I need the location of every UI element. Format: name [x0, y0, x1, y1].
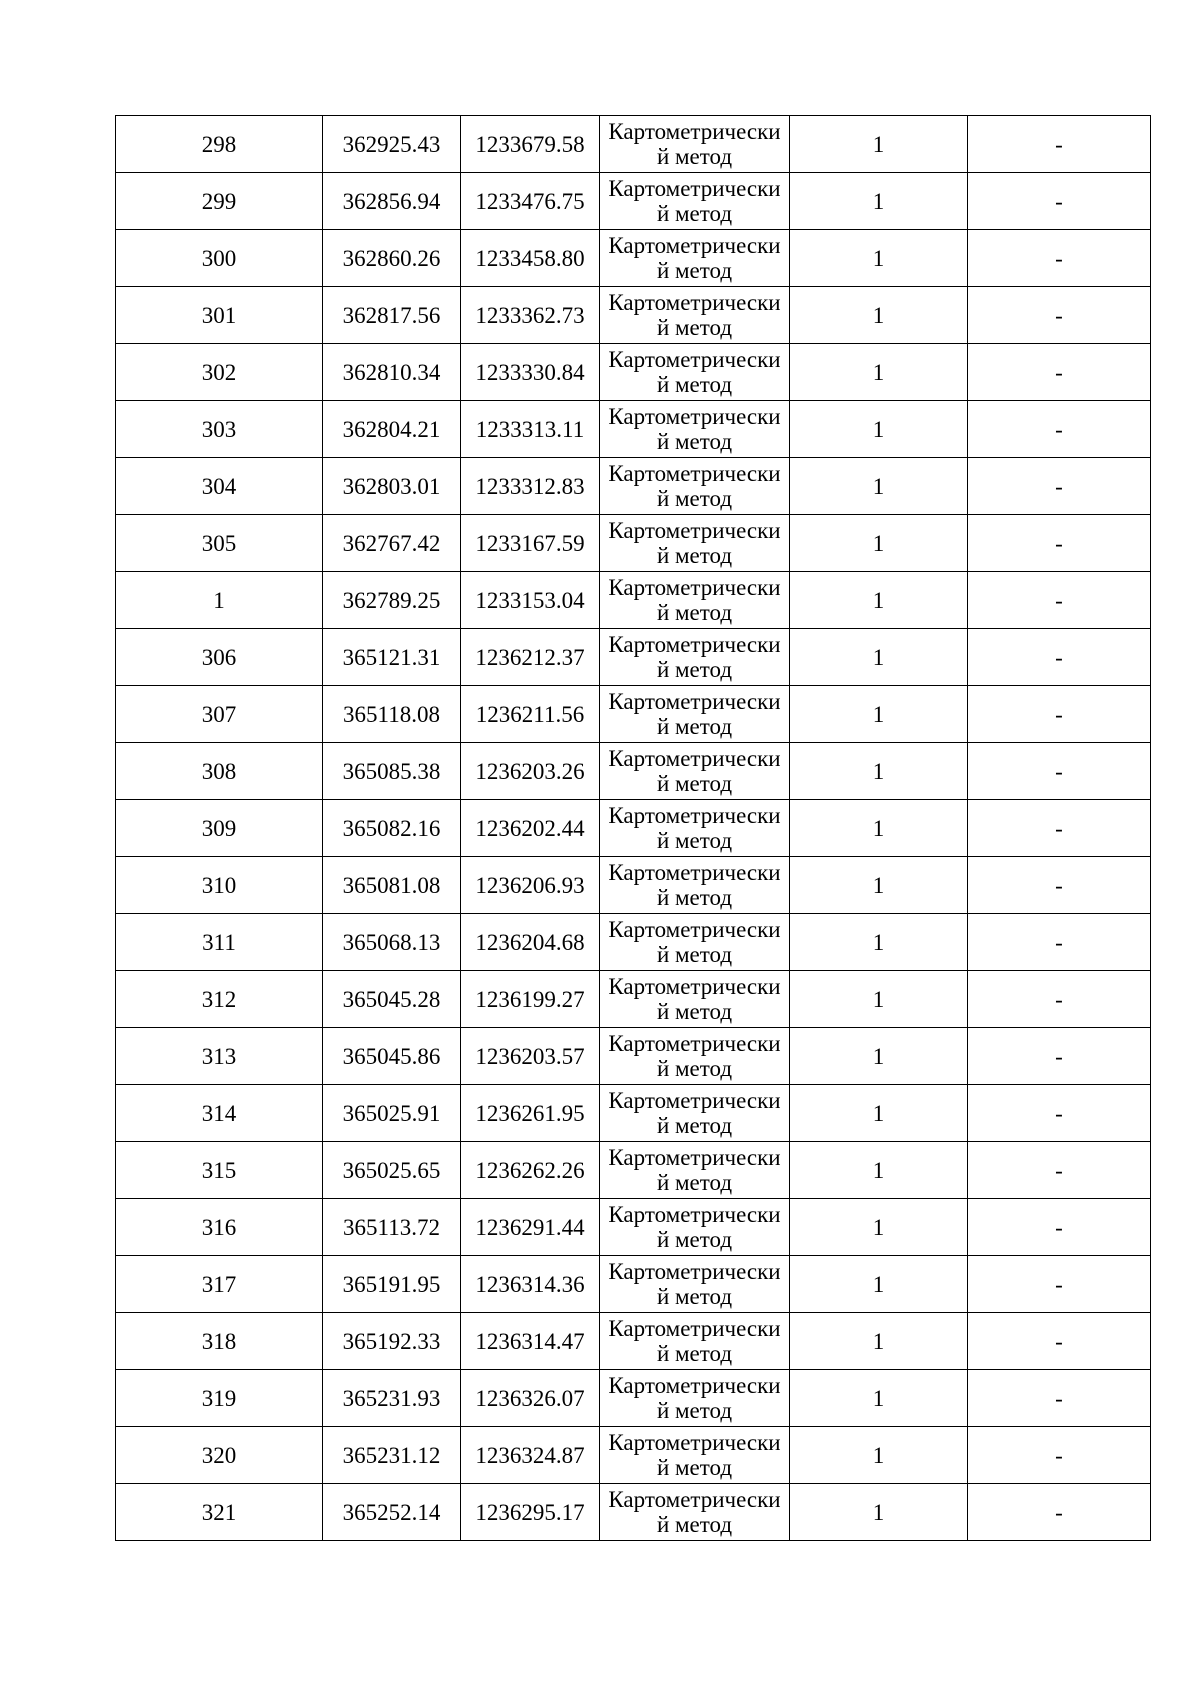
- method-text-line-1: Картометрически: [608, 860, 781, 885]
- x-coordinate-cell: 362810.34: [323, 344, 461, 401]
- y-coordinate-cell: 1233167.59: [461, 515, 600, 572]
- point-number-cell: 304: [116, 458, 323, 515]
- method-text-line-1: Картометрически: [608, 1487, 781, 1512]
- method-text-line-1: Картометрически: [608, 347, 781, 372]
- method-text-line-1: Картометрически: [608, 1316, 781, 1341]
- point-number-cell: 310: [116, 857, 323, 914]
- y-coordinate-cell: 1236314.36: [461, 1256, 600, 1313]
- y-coordinate-cell: 1233679.58: [461, 116, 600, 173]
- note-cell: -: [968, 686, 1151, 743]
- table-row: [116, 1256, 1151, 1313]
- table-row: [116, 287, 1151, 344]
- note-cell: -: [968, 515, 1151, 572]
- method-text-line-1: Картометрически: [608, 1145, 781, 1170]
- method-cell: [600, 1256, 790, 1313]
- method-text-line-1: Картометрически: [608, 1430, 781, 1455]
- table-row: [116, 743, 1151, 800]
- point-number-cell: 314: [116, 1085, 323, 1142]
- y-coordinate-cell: 1236199.27: [461, 971, 600, 1028]
- table-row: [116, 230, 1151, 287]
- method-text-line-2: й метод: [656, 942, 733, 967]
- table-row: [116, 686, 1151, 743]
- accuracy-cell: 1: [790, 1313, 968, 1370]
- method-cell: [600, 116, 790, 173]
- x-coordinate-cell: 365113.72: [323, 1199, 461, 1256]
- accuracy-cell: 1: [790, 401, 968, 458]
- method-text-line-1: Картометрически: [608, 689, 781, 714]
- method-text-line-1: Картометрически: [608, 233, 781, 258]
- point-number-cell: 321: [116, 1484, 323, 1541]
- method-text-line-2: й метод: [656, 1113, 733, 1138]
- method-cell: [600, 572, 790, 629]
- method-cell: [600, 401, 790, 458]
- point-number-cell: 315: [116, 1142, 323, 1199]
- method-text-line-2: й метод: [656, 543, 733, 568]
- method-text-line-1: Картометрически: [608, 290, 781, 315]
- x-coordinate-cell: 365081.08: [323, 857, 461, 914]
- note-cell: -: [968, 1142, 1151, 1199]
- y-coordinate-cell: 1236211.56: [461, 686, 600, 743]
- accuracy-cell: 1: [790, 1484, 968, 1541]
- y-coordinate-cell: 1236212.37: [461, 629, 600, 686]
- accuracy-cell: 1: [790, 857, 968, 914]
- x-coordinate-cell: 365121.31: [323, 629, 461, 686]
- table-row: [116, 857, 1151, 914]
- note-cell: -: [968, 800, 1151, 857]
- point-number-cell: 298: [116, 116, 323, 173]
- table-row: [116, 1199, 1151, 1256]
- method-text-line-1: Картометрически: [608, 1373, 781, 1398]
- method-text-line-1: Картометрически: [608, 1088, 781, 1113]
- note-cell: -: [968, 629, 1151, 686]
- accuracy-cell: 1: [790, 173, 968, 230]
- note-cell: -: [968, 1427, 1151, 1484]
- note-cell: -: [968, 173, 1151, 230]
- method-text-line-2: й метод: [656, 372, 733, 397]
- method-text-line-2: й метод: [656, 885, 733, 910]
- accuracy-cell: 1: [790, 515, 968, 572]
- x-coordinate-cell: 365252.14: [323, 1484, 461, 1541]
- x-coordinate-cell: 365085.38: [323, 743, 461, 800]
- point-number-cell: 1: [116, 572, 323, 629]
- note-cell: -: [968, 344, 1151, 401]
- accuracy-cell: 1: [790, 344, 968, 401]
- accuracy-cell: 1: [790, 914, 968, 971]
- method-text-line-2: й метод: [656, 771, 733, 796]
- x-coordinate-cell: 365118.08: [323, 686, 461, 743]
- x-coordinate-cell: 362817.56: [323, 287, 461, 344]
- method-text-line-2: й метод: [656, 429, 733, 454]
- point-number-cell: 316: [116, 1199, 323, 1256]
- note-cell: -: [968, 971, 1151, 1028]
- point-number-cell: 311: [116, 914, 323, 971]
- accuracy-cell: 1: [790, 743, 968, 800]
- x-coordinate-cell: 362767.42: [323, 515, 461, 572]
- x-coordinate-cell: 365025.91: [323, 1085, 461, 1142]
- method-cell: [600, 344, 790, 401]
- accuracy-cell: 1: [790, 572, 968, 629]
- point-number-cell: 309: [116, 800, 323, 857]
- point-number-cell: 313: [116, 1028, 323, 1085]
- table-row: [116, 116, 1151, 173]
- y-coordinate-cell: 1236203.57: [461, 1028, 600, 1085]
- table-row: [116, 1028, 1151, 1085]
- point-number-cell: 302: [116, 344, 323, 401]
- note-cell: -: [968, 1085, 1151, 1142]
- accuracy-cell: 1: [790, 287, 968, 344]
- note-cell: -: [968, 116, 1151, 173]
- method-cell: [600, 287, 790, 344]
- note-cell: -: [968, 1199, 1151, 1256]
- accuracy-cell: 1: [790, 230, 968, 287]
- note-cell: -: [968, 743, 1151, 800]
- accuracy-cell: 1: [790, 1256, 968, 1313]
- method-cell: [600, 515, 790, 572]
- x-coordinate-cell: 365191.95: [323, 1256, 461, 1313]
- table-row: [116, 515, 1151, 572]
- method-cell: [600, 1313, 790, 1370]
- x-coordinate-cell: 365025.65: [323, 1142, 461, 1199]
- note-cell: -: [968, 1028, 1151, 1085]
- y-coordinate-cell: 1233362.73: [461, 287, 600, 344]
- table-row: [116, 800, 1151, 857]
- method-text-line-1: Картометрически: [608, 917, 781, 942]
- x-coordinate-cell: 365231.12: [323, 1427, 461, 1484]
- table-row: [116, 971, 1151, 1028]
- point-number-cell: 300: [116, 230, 323, 287]
- note-cell: -: [968, 287, 1151, 344]
- method-text-line-2: й метод: [656, 999, 733, 1024]
- point-number-cell: 305: [116, 515, 323, 572]
- method-cell: [600, 230, 790, 287]
- method-text-line-1: Картометрически: [608, 176, 781, 201]
- method-cell: [600, 800, 790, 857]
- note-cell: -: [968, 857, 1151, 914]
- note-cell: -: [968, 1370, 1151, 1427]
- table-row: [116, 1427, 1151, 1484]
- method-cell: [600, 1085, 790, 1142]
- method-cell: [600, 857, 790, 914]
- method-cell: [600, 173, 790, 230]
- accuracy-cell: 1: [790, 629, 968, 686]
- table-row: [116, 572, 1151, 629]
- y-coordinate-cell: 1236291.44: [461, 1199, 600, 1256]
- y-coordinate-cell: 1233153.04: [461, 572, 600, 629]
- method-text-line-1: Картометрически: [608, 461, 781, 486]
- y-coordinate-cell: 1236204.68: [461, 914, 600, 971]
- table-row: [116, 1142, 1151, 1199]
- x-coordinate-cell: 365045.86: [323, 1028, 461, 1085]
- method-text-line-2: й метод: [656, 1056, 733, 1081]
- method-text-line-1: Картометрически: [608, 974, 781, 999]
- point-number-cell: 312: [116, 971, 323, 1028]
- note-cell: -: [968, 401, 1151, 458]
- accuracy-cell: 1: [790, 800, 968, 857]
- method-text-line-2: й метод: [656, 1341, 733, 1366]
- method-text-line-1: Картометрически: [608, 1202, 781, 1227]
- accuracy-cell: 1: [790, 1427, 968, 1484]
- method-cell: [600, 629, 790, 686]
- method-text-line-2: й метод: [656, 657, 733, 682]
- table-row: [116, 914, 1151, 971]
- method-cell: [600, 686, 790, 743]
- y-coordinate-cell: 1236326.07: [461, 1370, 600, 1427]
- point-number-cell: 306: [116, 629, 323, 686]
- y-coordinate-cell: 1233313.11: [461, 401, 600, 458]
- method-text-line-2: й метод: [656, 258, 733, 283]
- coordinates-table-body: [116, 116, 1151, 1541]
- table-row: [116, 629, 1151, 686]
- method-text-line-2: й метод: [656, 315, 733, 340]
- note-cell: -: [968, 572, 1151, 629]
- method-cell: [600, 743, 790, 800]
- y-coordinate-cell: 1233476.75: [461, 173, 600, 230]
- coordinates-table: [115, 115, 1151, 1541]
- point-number-cell: 301: [116, 287, 323, 344]
- x-coordinate-cell: 362804.21: [323, 401, 461, 458]
- y-coordinate-cell: 1236203.26: [461, 743, 600, 800]
- x-coordinate-cell: 362789.25: [323, 572, 461, 629]
- method-text-line-1: Картометрически: [608, 119, 781, 144]
- point-number-cell: 318: [116, 1313, 323, 1370]
- accuracy-cell: 1: [790, 116, 968, 173]
- point-number-cell: 320: [116, 1427, 323, 1484]
- accuracy-cell: 1: [790, 1085, 968, 1142]
- method-cell: [600, 1142, 790, 1199]
- point-number-cell: 317: [116, 1256, 323, 1313]
- method-text-line-2: й метод: [656, 1398, 733, 1423]
- method-cell: [600, 1370, 790, 1427]
- method-text-line-2: й метод: [656, 144, 733, 169]
- x-coordinate-cell: 362803.01: [323, 458, 461, 515]
- x-coordinate-cell: 362860.26: [323, 230, 461, 287]
- point-number-cell: 307: [116, 686, 323, 743]
- table-row: [116, 344, 1151, 401]
- y-coordinate-cell: 1236206.93: [461, 857, 600, 914]
- accuracy-cell: 1: [790, 1199, 968, 1256]
- y-coordinate-cell: 1236295.17: [461, 1484, 600, 1541]
- accuracy-cell: 1: [790, 1028, 968, 1085]
- x-coordinate-cell: 365192.33: [323, 1313, 461, 1370]
- method-text-line-2: й метод: [656, 828, 733, 853]
- method-cell: [600, 971, 790, 1028]
- point-number-cell: 308: [116, 743, 323, 800]
- method-cell: [600, 1484, 790, 1541]
- note-cell: -: [968, 1313, 1151, 1370]
- method-text-line-2: й метод: [656, 1455, 733, 1480]
- y-coordinate-cell: 1236261.95: [461, 1085, 600, 1142]
- x-coordinate-cell: 362925.43: [323, 116, 461, 173]
- x-coordinate-cell: 365082.16: [323, 800, 461, 857]
- method-text-line-1: Картометрически: [608, 1031, 781, 1056]
- table-row: [116, 173, 1151, 230]
- accuracy-cell: 1: [790, 971, 968, 1028]
- point-number-cell: 319: [116, 1370, 323, 1427]
- table-row: [116, 1313, 1151, 1370]
- note-cell: -: [968, 230, 1151, 287]
- method-text-line-1: Картометрически: [608, 632, 781, 657]
- table-row: [116, 1484, 1151, 1541]
- method-text-line-2: й метод: [656, 1284, 733, 1309]
- method-text-line-1: Картометрически: [608, 518, 781, 543]
- method-cell: [600, 914, 790, 971]
- accuracy-cell: 1: [790, 686, 968, 743]
- method-text-line-2: й метод: [656, 486, 733, 511]
- accuracy-cell: 1: [790, 1370, 968, 1427]
- method-text-line-2: й метод: [656, 1512, 733, 1537]
- method-text-line-1: Картометрически: [608, 404, 781, 429]
- table-row: [116, 458, 1151, 515]
- y-coordinate-cell: 1233312.83: [461, 458, 600, 515]
- point-number-cell: 299: [116, 173, 323, 230]
- method-text-line-1: Картометрически: [608, 746, 781, 771]
- method-cell: [600, 1199, 790, 1256]
- x-coordinate-cell: 365068.13: [323, 914, 461, 971]
- method-cell: [600, 1028, 790, 1085]
- note-cell: -: [968, 914, 1151, 971]
- x-coordinate-cell: 365045.28: [323, 971, 461, 1028]
- method-text-line-2: й метод: [656, 600, 733, 625]
- y-coordinate-cell: 1233458.80: [461, 230, 600, 287]
- y-coordinate-cell: 1236324.87: [461, 1427, 600, 1484]
- y-coordinate-cell: 1236262.26: [461, 1142, 600, 1199]
- table-row: [116, 1370, 1151, 1427]
- method-text-line-2: й метод: [656, 1170, 733, 1195]
- point-number-cell: 303: [116, 401, 323, 458]
- y-coordinate-cell: 1236314.47: [461, 1313, 600, 1370]
- method-text-line-1: Картометрически: [608, 1259, 781, 1284]
- y-coordinate-cell: 1233330.84: [461, 344, 600, 401]
- table-row: [116, 401, 1151, 458]
- method-text-line-2: й метод: [656, 714, 733, 739]
- x-coordinate-cell: 365231.93: [323, 1370, 461, 1427]
- y-coordinate-cell: 1236202.44: [461, 800, 600, 857]
- method-cell: [600, 458, 790, 515]
- accuracy-cell: 1: [790, 1142, 968, 1199]
- x-coordinate-cell: 362856.94: [323, 173, 461, 230]
- note-cell: -: [968, 1484, 1151, 1541]
- note-cell: -: [968, 458, 1151, 515]
- method-text-line-2: й метод: [656, 201, 733, 226]
- accuracy-cell: 1: [790, 458, 968, 515]
- note-cell: -: [968, 1256, 1151, 1313]
- method-text-line-1: Картометрически: [608, 575, 781, 600]
- table-row: [116, 1085, 1151, 1142]
- method-text-line-2: й метод: [656, 1227, 733, 1252]
- method-cell: [600, 1427, 790, 1484]
- method-text-line-1: Картометрически: [608, 803, 781, 828]
